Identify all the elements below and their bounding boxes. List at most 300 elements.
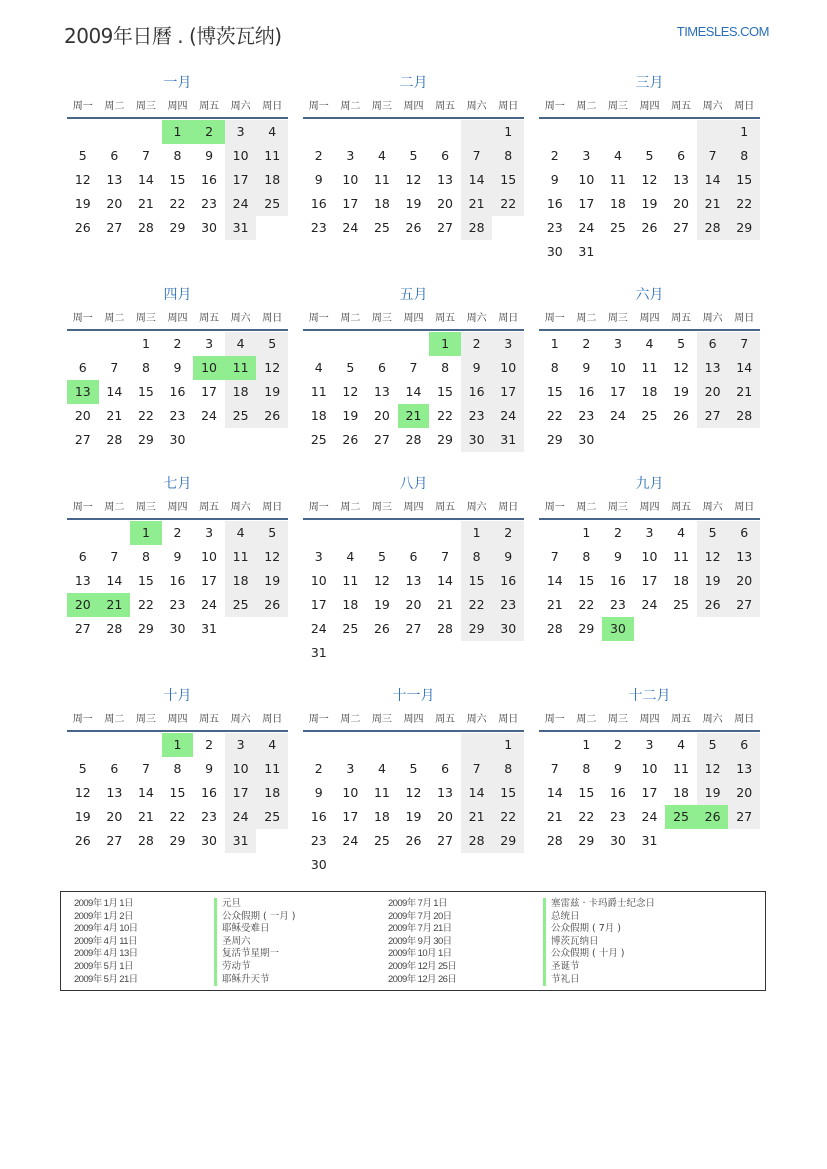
day-cell[interactable]: 19 xyxy=(256,380,288,404)
day-cell[interactable]: 21 xyxy=(437,597,454,612)
day-cell[interactable]: 13 xyxy=(74,573,91,588)
day-cell[interactable]: 11 xyxy=(673,761,690,776)
day-cell[interactable]: 17 xyxy=(201,384,218,399)
day-cell[interactable]: 3 xyxy=(205,525,214,540)
day-cell[interactable]: 7 xyxy=(728,332,760,356)
day-cell[interactable]: 29 xyxy=(492,829,524,853)
day-cell[interactable]: 6 xyxy=(110,761,119,776)
day-cell[interactable]: 7 xyxy=(110,360,119,375)
day-cell[interactable]: 3 xyxy=(645,737,654,752)
day-cell[interactable]: 15 xyxy=(461,569,493,593)
day-cell[interactable]: 6 xyxy=(677,148,686,163)
day-cell[interactable]: 28 xyxy=(546,833,563,848)
day-cell[interactable]: 28 xyxy=(461,216,493,240)
day-cell[interactable]: 7 xyxy=(141,148,150,163)
day-cell[interactable]: 2 xyxy=(582,336,591,351)
day-cell[interactable]: 10 xyxy=(342,172,359,187)
day-cell[interactable]: 31 xyxy=(641,833,658,848)
day-cell[interactable]: 2 xyxy=(613,525,622,540)
day-cell[interactable]: 8 xyxy=(492,757,524,781)
day-cell[interactable]: 30 xyxy=(169,432,186,447)
day-cell[interactable]: 12 xyxy=(405,172,422,187)
day-cell[interactable]: 9 xyxy=(550,172,559,187)
day-cell[interactable]: 23 xyxy=(609,809,626,824)
day-cell[interactable]: 11 xyxy=(641,360,658,375)
day-cell[interactable]: 11 xyxy=(225,545,257,569)
day-cell[interactable]: 30 xyxy=(461,428,493,452)
day-cell[interactable]: 24 xyxy=(225,192,257,216)
day-cell[interactable]: 24 xyxy=(225,805,257,829)
day-cell[interactable]: 10 xyxy=(641,549,658,564)
day-cell[interactable]: 19 xyxy=(256,569,288,593)
day-cell[interactable]: 8 xyxy=(141,360,150,375)
day-cell[interactable]: 28 xyxy=(106,432,123,447)
day-cell-holiday[interactable]: 20 xyxy=(67,593,99,617)
day-cell[interactable]: 1 xyxy=(492,733,524,757)
day-cell[interactable]: 15 xyxy=(437,384,454,399)
day-cell[interactable]: 9 xyxy=(173,360,182,375)
day-cell[interactable]: 27 xyxy=(728,805,760,829)
day-cell[interactable]: 19 xyxy=(74,196,91,211)
day-cell[interactable]: 14 xyxy=(728,356,760,380)
day-cell[interactable]: 7 xyxy=(409,360,418,375)
day-cell[interactable]: 23 xyxy=(201,196,218,211)
day-cell[interactable]: 13 xyxy=(437,172,454,187)
day-cell[interactable]: 9 xyxy=(314,785,323,800)
day-cell[interactable]: 4 xyxy=(225,332,257,356)
day-cell-holiday[interactable]: 21 xyxy=(398,404,430,428)
day-cell[interactable]: 19 xyxy=(373,597,390,612)
day-cell[interactable]: 19 xyxy=(405,196,422,211)
day-cell[interactable]: 16 xyxy=(492,569,524,593)
day-cell[interactable]: 18 xyxy=(225,380,257,404)
day-cell[interactable]: 10 xyxy=(201,549,218,564)
day-cell[interactable]: 15 xyxy=(169,172,186,187)
day-cell[interactable]: 14 xyxy=(697,168,729,192)
day-cell[interactable]: 31 xyxy=(492,428,524,452)
day-cell[interactable]: 27 xyxy=(697,404,729,428)
day-cell[interactable]: 5 xyxy=(697,521,729,545)
day-cell[interactable]: 18 xyxy=(310,408,327,423)
day-cell[interactable]: 21 xyxy=(461,192,493,216)
day-cell[interactable]: 23 xyxy=(546,220,563,235)
day-cell[interactable]: 26 xyxy=(342,432,359,447)
day-cell[interactable]: 26 xyxy=(405,833,422,848)
day-cell[interactable]: 4 xyxy=(613,148,622,163)
day-cell[interactable]: 16 xyxy=(461,380,493,404)
day-cell[interactable]: 20 xyxy=(728,781,760,805)
day-cell[interactable]: 12 xyxy=(697,545,729,569)
day-cell[interactable]: 4 xyxy=(346,549,355,564)
day-cell[interactable]: 22 xyxy=(137,408,154,423)
day-cell[interactable]: 1 xyxy=(461,521,493,545)
day-cell[interactable]: 26 xyxy=(74,220,91,235)
day-cell[interactable]: 16 xyxy=(201,172,218,187)
day-cell[interactable]: 15 xyxy=(578,573,595,588)
day-cell[interactable]: 15 xyxy=(492,781,524,805)
day-cell[interactable]: 7 xyxy=(141,761,150,776)
day-cell[interactable]: 28 xyxy=(106,621,123,636)
day-cell[interactable]: 15 xyxy=(578,785,595,800)
day-cell[interactable]: 2 xyxy=(492,521,524,545)
day-cell[interactable]: 9 xyxy=(205,761,214,776)
day-cell[interactable]: 3 xyxy=(582,148,591,163)
day-cell[interactable]: 20 xyxy=(106,809,123,824)
day-cell[interactable]: 24 xyxy=(342,220,359,235)
day-cell[interactable]: 14 xyxy=(137,785,154,800)
day-cell[interactable]: 23 xyxy=(201,809,218,824)
day-cell[interactable]: 10 xyxy=(342,785,359,800)
day-cell[interactable]: 25 xyxy=(609,220,626,235)
day-cell[interactable]: 21 xyxy=(728,380,760,404)
day-cell[interactable]: 17 xyxy=(578,196,595,211)
day-cell[interactable]: 9 xyxy=(461,356,493,380)
day-cell[interactable]: 20 xyxy=(373,408,390,423)
day-cell-holiday[interactable]: 10 xyxy=(193,356,225,380)
day-cell[interactable]: 17 xyxy=(641,573,658,588)
day-cell[interactable]: 18 xyxy=(673,573,690,588)
day-cell[interactable]: 30 xyxy=(310,857,327,872)
day-cell[interactable]: 11 xyxy=(256,144,288,168)
day-cell[interactable]: 24 xyxy=(641,597,658,612)
day-cell[interactable]: 12 xyxy=(256,356,288,380)
day-cell[interactable]: 23 xyxy=(169,408,186,423)
day-cell[interactable]: 30 xyxy=(609,833,626,848)
day-cell[interactable]: 4 xyxy=(677,737,686,752)
day-cell[interactable]: 2 xyxy=(314,761,323,776)
day-cell[interactable]: 13 xyxy=(106,172,123,187)
day-cell[interactable]: 29 xyxy=(137,621,154,636)
day-cell[interactable]: 28 xyxy=(461,829,493,853)
day-cell[interactable]: 25 xyxy=(373,833,390,848)
day-cell[interactable]: 24 xyxy=(641,809,658,824)
day-cell[interactable]: 30 xyxy=(546,244,563,259)
day-cell[interactable]: 28 xyxy=(437,621,454,636)
day-cell[interactable]: 22 xyxy=(546,408,563,423)
day-cell[interactable]: 21 xyxy=(697,192,729,216)
day-cell[interactable]: 2 xyxy=(205,737,214,752)
day-cell[interactable]: 11 xyxy=(373,172,390,187)
day-cell[interactable]: 19 xyxy=(697,569,729,593)
day-cell[interactable]: 31 xyxy=(225,216,257,240)
day-cell[interactable]: 5 xyxy=(645,148,654,163)
day-cell[interactable]: 21 xyxy=(546,809,563,824)
day-cell[interactable]: 12 xyxy=(342,384,359,399)
day-cell[interactable]: 3 xyxy=(225,120,257,144)
day-cell[interactable]: 23 xyxy=(609,597,626,612)
day-cell[interactable]: 11 xyxy=(609,172,626,187)
day-cell[interactable]: 14 xyxy=(405,384,422,399)
day-cell[interactable]: 22 xyxy=(437,408,454,423)
day-cell[interactable]: 8 xyxy=(582,761,591,776)
day-cell[interactable]: 13 xyxy=(106,785,123,800)
day-cell[interactable]: 12 xyxy=(74,172,91,187)
day-cell[interactable]: 25 xyxy=(225,404,257,428)
day-cell[interactable]: 24 xyxy=(609,408,626,423)
day-cell[interactable]: 12 xyxy=(256,545,288,569)
day-cell[interactable]: 19 xyxy=(405,809,422,824)
day-cell[interactable]: 25 xyxy=(310,432,327,447)
day-cell[interactable]: 22 xyxy=(578,809,595,824)
day-cell[interactable]: 12 xyxy=(373,573,390,588)
day-cell[interactable]: 17 xyxy=(342,196,359,211)
day-cell-holiday[interactable]: 25 xyxy=(665,805,697,829)
day-cell[interactable]: 5 xyxy=(346,360,355,375)
day-cell[interactable]: 8 xyxy=(441,360,450,375)
day-cell[interactable]: 5 xyxy=(377,549,386,564)
day-cell[interactable]: 4 xyxy=(377,148,386,163)
day-cell[interactable]: 4 xyxy=(314,360,323,375)
day-cell[interactable]: 31 xyxy=(310,645,327,660)
day-cell[interactable]: 12 xyxy=(697,757,729,781)
day-cell[interactable]: 14 xyxy=(437,573,454,588)
day-cell[interactable]: 27 xyxy=(728,593,760,617)
day-cell[interactable]: 9 xyxy=(173,549,182,564)
day-cell[interactable]: 16 xyxy=(169,384,186,399)
day-cell[interactable]: 16 xyxy=(201,785,218,800)
day-cell-holiday[interactable]: 26 xyxy=(697,805,729,829)
day-cell[interactable]: 24 xyxy=(201,597,218,612)
day-cell[interactable]: 6 xyxy=(78,360,87,375)
day-cell[interactable]: 13 xyxy=(437,785,454,800)
day-cell[interactable]: 23 xyxy=(169,597,186,612)
day-cell[interactable]: 6 xyxy=(728,733,760,757)
day-cell[interactable]: 26 xyxy=(373,621,390,636)
day-cell[interactable]: 3 xyxy=(205,336,214,351)
day-cell[interactable]: 7 xyxy=(697,144,729,168)
day-cell[interactable]: 19 xyxy=(697,781,729,805)
day-cell[interactable]: 5 xyxy=(256,521,288,545)
day-cell[interactable]: 13 xyxy=(373,384,390,399)
day-cell[interactable]: 9 xyxy=(613,549,622,564)
day-cell[interactable]: 29 xyxy=(461,617,493,641)
day-cell[interactable]: 4 xyxy=(377,761,386,776)
day-cell[interactable]: 15 xyxy=(546,384,563,399)
day-cell[interactable]: 3 xyxy=(314,549,323,564)
day-cell[interactable]: 13 xyxy=(728,545,760,569)
day-cell[interactable]: 25 xyxy=(673,597,690,612)
day-cell[interactable]: 18 xyxy=(225,569,257,593)
day-cell[interactable]: 22 xyxy=(461,593,493,617)
day-cell[interactable]: 29 xyxy=(728,216,760,240)
day-cell[interactable]: 10 xyxy=(225,757,257,781)
day-cell[interactable]: 15 xyxy=(492,168,524,192)
day-cell[interactable]: 31 xyxy=(201,621,218,636)
day-cell[interactable]: 10 xyxy=(310,573,327,588)
day-cell[interactable]: 22 xyxy=(137,597,154,612)
day-cell[interactable]: 22 xyxy=(492,805,524,829)
day-cell[interactable]: 24 xyxy=(578,220,595,235)
day-cell[interactable]: 9 xyxy=(492,545,524,569)
day-cell-holiday[interactable]: 1 xyxy=(162,733,194,757)
day-cell[interactable]: 14 xyxy=(106,573,123,588)
day-cell[interactable]: 29 xyxy=(137,432,154,447)
day-cell[interactable]: 5 xyxy=(697,733,729,757)
day-cell[interactable]: 27 xyxy=(74,621,91,636)
day-cell[interactable]: 20 xyxy=(437,196,454,211)
day-cell[interactable]: 19 xyxy=(74,809,91,824)
day-cell[interactable]: 20 xyxy=(74,408,91,423)
day-cell[interactable]: 16 xyxy=(578,384,595,399)
day-cell[interactable]: 9 xyxy=(613,761,622,776)
day-cell[interactable]: 8 xyxy=(550,360,559,375)
day-cell[interactable]: 16 xyxy=(310,809,327,824)
day-cell[interactable]: 17 xyxy=(609,384,626,399)
day-cell[interactable]: 19 xyxy=(673,384,690,399)
day-cell[interactable]: 17 xyxy=(492,380,524,404)
day-cell[interactable]: 1 xyxy=(582,737,591,752)
day-cell[interactable]: 3 xyxy=(613,336,622,351)
day-cell[interactable]: 20 xyxy=(106,196,123,211)
day-cell[interactable]: 8 xyxy=(173,761,182,776)
day-cell[interactable]: 8 xyxy=(728,144,760,168)
day-cell[interactable]: 21 xyxy=(546,597,563,612)
day-cell[interactable]: 16 xyxy=(609,573,626,588)
day-cell[interactable]: 8 xyxy=(141,549,150,564)
day-cell[interactable]: 29 xyxy=(169,220,186,235)
day-cell[interactable]: 28 xyxy=(405,432,422,447)
day-cell[interactable]: 31 xyxy=(225,829,257,853)
day-cell[interactable]: 6 xyxy=(78,549,87,564)
day-cell[interactable]: 26 xyxy=(641,220,658,235)
day-cell[interactable]: 1 xyxy=(492,120,524,144)
day-cell[interactable]: 13 xyxy=(697,356,729,380)
day-cell[interactable]: 1 xyxy=(582,525,591,540)
day-cell[interactable]: 12 xyxy=(405,785,422,800)
day-cell[interactable]: 15 xyxy=(137,573,154,588)
day-cell[interactable]: 25 xyxy=(256,192,288,216)
day-cell[interactable]: 18 xyxy=(256,168,288,192)
day-cell[interactable]: 26 xyxy=(256,404,288,428)
day-cell[interactable]: 7 xyxy=(461,757,493,781)
day-cell[interactable]: 1 xyxy=(141,336,150,351)
day-cell-holiday[interactable]: 1 xyxy=(162,120,194,144)
day-cell[interactable]: 26 xyxy=(673,408,690,423)
day-cell[interactable]: 3 xyxy=(492,332,524,356)
day-cell[interactable]: 22 xyxy=(492,192,524,216)
day-cell[interactable]: 3 xyxy=(645,525,654,540)
day-cell[interactable]: 30 xyxy=(492,617,524,641)
day-cell[interactable]: 14 xyxy=(546,785,563,800)
day-cell[interactable]: 3 xyxy=(225,733,257,757)
day-cell[interactable]: 4 xyxy=(225,521,257,545)
day-cell[interactable]: 4 xyxy=(677,525,686,540)
day-cell[interactable]: 2 xyxy=(173,336,182,351)
day-cell[interactable]: 21 xyxy=(106,408,123,423)
day-cell[interactable]: 27 xyxy=(373,432,390,447)
day-cell[interactable]: 7 xyxy=(441,549,450,564)
day-cell[interactable]: 20 xyxy=(673,196,690,211)
day-cell[interactable]: 18 xyxy=(673,785,690,800)
day-cell[interactable]: 16 xyxy=(546,196,563,211)
day-cell[interactable]: 24 xyxy=(201,408,218,423)
day-cell[interactable]: 10 xyxy=(641,761,658,776)
day-cell[interactable]: 28 xyxy=(137,220,154,235)
day-cell-holiday[interactable]: 11 xyxy=(225,356,257,380)
day-cell[interactable]: 18 xyxy=(641,384,658,399)
day-cell[interactable]: 11 xyxy=(342,573,359,588)
day-cell[interactable]: 22 xyxy=(169,196,186,211)
day-cell[interactable]: 30 xyxy=(201,220,218,235)
day-cell[interactable]: 29 xyxy=(169,833,186,848)
day-cell[interactable]: 14 xyxy=(106,384,123,399)
day-cell[interactable]: 6 xyxy=(697,332,729,356)
day-cell[interactable]: 14 xyxy=(461,781,493,805)
day-cell[interactable]: 16 xyxy=(310,196,327,211)
day-cell[interactable]: 2 xyxy=(550,148,559,163)
day-cell[interactable]: 17 xyxy=(342,809,359,824)
day-cell[interactable]: 5 xyxy=(677,336,686,351)
day-cell[interactable]: 11 xyxy=(256,757,288,781)
day-cell[interactable]: 19 xyxy=(342,408,359,423)
day-cell[interactable]: 25 xyxy=(373,220,390,235)
day-cell[interactable]: 25 xyxy=(641,408,658,423)
day-cell[interactable]: 30 xyxy=(578,432,595,447)
day-cell[interactable]: 6 xyxy=(441,761,450,776)
day-cell[interactable]: 29 xyxy=(437,432,454,447)
day-cell[interactable]: 6 xyxy=(441,148,450,163)
day-cell[interactable]: 8 xyxy=(461,545,493,569)
day-cell[interactable]: 13 xyxy=(405,573,422,588)
day-cell[interactable]: 21 xyxy=(137,809,154,824)
day-cell[interactable]: 22 xyxy=(578,597,595,612)
day-cell[interactable]: 26 xyxy=(405,220,422,235)
day-cell[interactable]: 31 xyxy=(578,244,595,259)
day-cell[interactable]: 15 xyxy=(728,168,760,192)
day-cell[interactable]: 10 xyxy=(225,144,257,168)
day-cell[interactable]: 24 xyxy=(342,833,359,848)
day-cell[interactable]: 17 xyxy=(225,168,257,192)
day-cell[interactable]: 15 xyxy=(137,384,154,399)
day-cell[interactable]: 30 xyxy=(169,621,186,636)
day-cell[interactable]: 19 xyxy=(641,196,658,211)
day-cell[interactable]: 28 xyxy=(728,404,760,428)
day-cell[interactable]: 5 xyxy=(256,332,288,356)
day-cell[interactable]: 11 xyxy=(373,785,390,800)
day-cell[interactable]: 3 xyxy=(346,148,355,163)
day-cell-holiday[interactable]: 1 xyxy=(130,521,162,545)
day-cell[interactable]: 29 xyxy=(546,432,563,447)
day-cell[interactable]: 12 xyxy=(74,785,91,800)
day-cell[interactable]: 29 xyxy=(578,621,595,636)
day-cell[interactable]: 20 xyxy=(697,380,729,404)
day-cell[interactable]: 20 xyxy=(437,809,454,824)
day-cell[interactable]: 10 xyxy=(578,172,595,187)
day-cell[interactable]: 10 xyxy=(492,356,524,380)
day-cell[interactable]: 7 xyxy=(550,761,559,776)
day-cell[interactable]: 5 xyxy=(78,148,87,163)
day-cell[interactable]: 9 xyxy=(205,148,214,163)
day-cell[interactable]: 6 xyxy=(409,549,418,564)
day-cell[interactable]: 17 xyxy=(225,781,257,805)
day-cell[interactable]: 16 xyxy=(169,573,186,588)
day-cell[interactable]: 9 xyxy=(314,172,323,187)
day-cell[interactable]: 28 xyxy=(137,833,154,848)
day-cell[interactable]: 26 xyxy=(256,593,288,617)
day-cell[interactable]: 23 xyxy=(310,833,327,848)
day-cell[interactable]: 8 xyxy=(173,148,182,163)
day-cell[interactable]: 25 xyxy=(256,805,288,829)
day-cell[interactable]: 4 xyxy=(256,733,288,757)
day-cell[interactable]: 28 xyxy=(697,216,729,240)
day-cell[interactable]: 27 xyxy=(106,833,123,848)
day-cell[interactable]: 1 xyxy=(728,120,760,144)
day-cell[interactable]: 25 xyxy=(342,621,359,636)
day-cell[interactable]: 6 xyxy=(728,521,760,545)
day-cell[interactable]: 23 xyxy=(310,220,327,235)
day-cell[interactable]: 14 xyxy=(461,168,493,192)
day-cell[interactable]: 20 xyxy=(728,569,760,593)
